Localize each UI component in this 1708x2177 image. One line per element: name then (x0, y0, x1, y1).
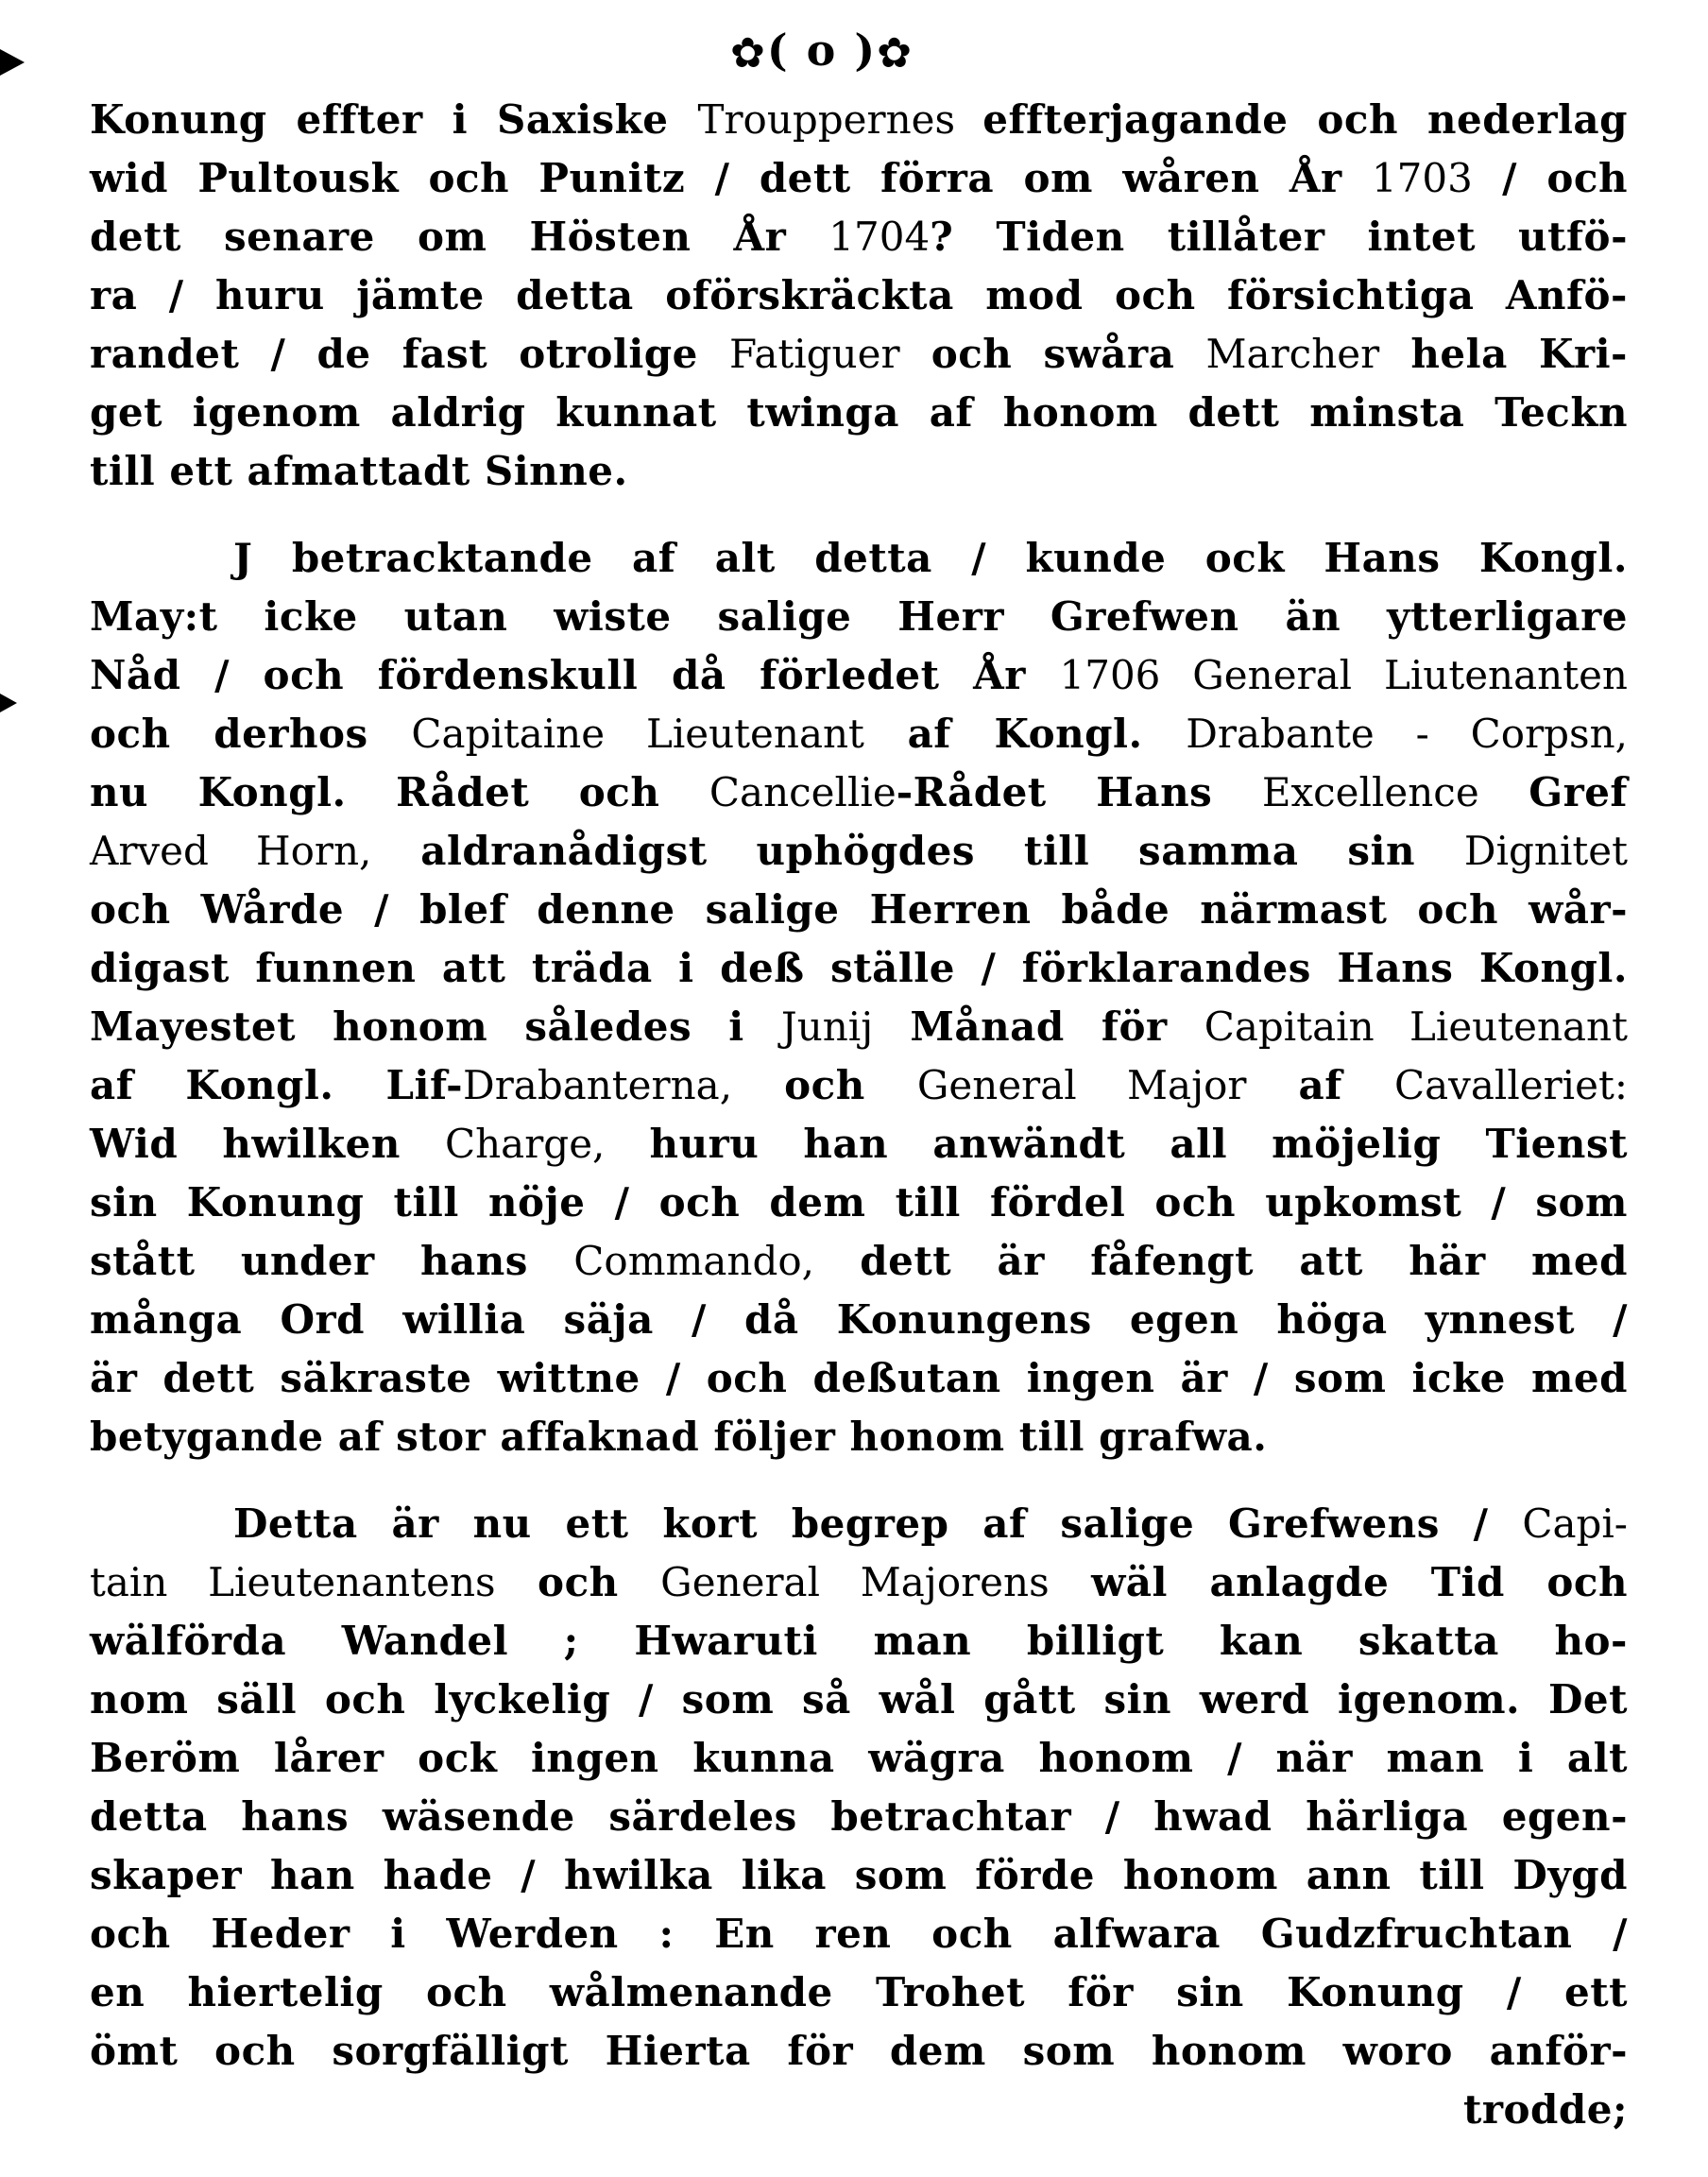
text-line (90, 1846, 1628, 1905)
antiqua-text: Capi- (1522, 1500, 1628, 1547)
fraktur-text: Månad för (873, 1003, 1204, 1050)
antiqua-text: Marcher (1205, 331, 1380, 377)
header-folio-mark: ( o ) (766, 25, 878, 76)
fraktur-text: detta hans wäsende särdeles betrachtar / hwad härliga egen- (90, 1793, 1628, 1840)
page-header-ornament (0, 25, 1644, 77)
fraktur-text: nu Kongl. Rådet och (90, 769, 709, 815)
fraktur-text: wäl anlagde Tid och (1049, 1559, 1628, 1605)
fraktur-text: skaper han hade / hwilka lika som förde honom ann till Dygd (90, 1852, 1628, 1898)
antiqua-text: tain Lieutenantens (90, 1559, 496, 1605)
antiqua-text: Arved Horn, (90, 828, 372, 874)
text-line (90, 939, 1628, 998)
fraktur-text: Gref (1478, 769, 1628, 815)
text-line (90, 763, 1628, 822)
text-line (90, 325, 1628, 384)
fraktur-text: ra / huru jämte detta oförskräckta mod och försichtiga Anfö- (90, 272, 1628, 318)
text-line (90, 91, 1628, 149)
fraktur-text: dett är fåfengt att här med (813, 1238, 1628, 1284)
fraktur-text: många Ord willia säja / då Konungens egen höga ynnest / (90, 1296, 1628, 1343)
fraktur-text: May:t icke utan wiste salige Herr Grefwen än ytterligare (90, 593, 1628, 640)
text-line (90, 1291, 1628, 1349)
antiqua-text: Drabanterna, (463, 1062, 733, 1108)
fraktur-text: / och (1472, 155, 1628, 201)
text-line (90, 881, 1628, 939)
fraktur-text: stått under hans (90, 1238, 574, 1284)
text-block (90, 91, 1628, 2139)
fraktur-text: Mayestet honom således i (90, 1003, 781, 1050)
antiqua-text: Drabante - Corpsn, (1186, 711, 1628, 757)
florette-icon: ✿ (877, 29, 914, 77)
text-line (90, 1553, 1628, 1612)
text-line (90, 149, 1628, 208)
text-line (90, 1408, 1628, 1466)
antiqua-text: Commando, (573, 1238, 814, 1284)
text-line (90, 1056, 1628, 1115)
text-line (90, 1495, 1628, 1553)
text-line (90, 646, 1628, 705)
text-line (90, 529, 1628, 588)
antiqua-text: Excellence (1261, 769, 1479, 815)
fraktur-text: nom säll och lyckelig / som så wål gått sin werd igenom. Det (90, 1676, 1628, 1723)
paragraph (90, 529, 1628, 1466)
fraktur-text: get igenom aldrig kunnat twinga af honom dett minsta Teckn (90, 389, 1628, 436)
fraktur-text: huru han anwändt all möjelig Tienst (605, 1121, 1628, 1167)
fraktur-text: -Rådet Hans (896, 769, 1262, 815)
fraktur-text: Detta är nu ett kort begrep af salige Grefwens / (233, 1500, 1523, 1547)
fraktur-text: digast funnen att träda i deß ställe / förklarandes Hans Kongl. (90, 945, 1628, 991)
text-line (90, 1963, 1628, 2022)
fraktur-text: och derhos (90, 711, 412, 757)
text-line (90, 2022, 1628, 2081)
text-line (90, 1905, 1628, 1963)
text-line (90, 822, 1628, 881)
fraktur-text: af Kongl. (863, 711, 1187, 757)
antiqua-text: 1703 (1371, 155, 1473, 201)
antiqua-text: Cavalleriet: (1393, 1062, 1628, 1108)
fraktur-text: betygande af stor affaknad följer honom till grafwa. (90, 1414, 1268, 1460)
text-line (90, 1115, 1628, 1174)
text-line (90, 1729, 1628, 1788)
fraktur-text: randet / de fast otrolige (90, 331, 730, 377)
antiqua-text: Dignitet (1463, 828, 1628, 874)
paragraph (90, 91, 1628, 501)
text-line (90, 1671, 1628, 1729)
text-line (90, 1349, 1628, 1408)
text-line (90, 705, 1628, 763)
antiqua-text: General Major (916, 1062, 1247, 1108)
fraktur-text: Nåd / och fördenskull då förledet År (90, 652, 1060, 698)
text-line (90, 384, 1628, 442)
antiqua-text: 1704 (828, 214, 931, 260)
fraktur-text: af (1246, 1062, 1394, 1108)
antiqua-text: 1706 General Liutenanten (1059, 652, 1628, 698)
ink-blot-mark (0, 694, 17, 712)
antiqua-text: General Majorens (660, 1559, 1050, 1605)
florette-icon: ✿ (730, 29, 767, 77)
fraktur-text: Konung effter i Saxiske (90, 96, 698, 143)
fraktur-text: en hiertelig och wålmenande Trohet för sin Konung / ett (90, 1969, 1628, 2015)
antiqua-text: Capitain Lieutenant (1204, 1003, 1628, 1050)
paragraph (90, 1495, 1628, 2139)
fraktur-text: wid Pultousk och Punitz / dett förra om wåren År (90, 155, 1372, 201)
fraktur-text: effterjagande och nederlag (982, 96, 1628, 143)
text-line (90, 266, 1628, 325)
fraktur-text: och Heder i Werden : En ren och alfwara Gudzfruchtan / (90, 1911, 1628, 1957)
fraktur-text: af Kongl. Lif- (90, 1062, 464, 1108)
fraktur-text: och (495, 1559, 661, 1605)
fraktur-text: är dett säkraste wittne / och deßutan ingen är / som icke med (90, 1355, 1628, 1401)
antiqua-text: Charge, (445, 1121, 606, 1167)
fraktur-text: wälförda Wandel ; Hwaruti man billigt kan skatta ho- (90, 1618, 1628, 1664)
fraktur-text: ömt och sorgfälligt Hierta för dem som honom woro anför- (90, 2028, 1628, 2074)
text-line (90, 2081, 1628, 2139)
fraktur-text: hela Kri- (1379, 331, 1628, 377)
fraktur-text: till ett afmattadt Sinne. (90, 448, 628, 494)
fraktur-text: dett senare om Hösten År (90, 214, 829, 260)
antiqua-text: Fatiguer (729, 331, 900, 377)
antiqua-text: Junij (780, 1003, 874, 1050)
text-line (90, 1788, 1628, 1846)
text-line (90, 1174, 1628, 1232)
text-line (90, 208, 1628, 266)
fraktur-text: och (732, 1062, 917, 1108)
fraktur-text: ? Tiden tillåter intet utfö- (930, 214, 1629, 260)
antiqua-text: Cancellie (709, 769, 897, 815)
fraktur-text: Beröm lårer ock ingen kunna wägra honom / när man i alt (90, 1735, 1628, 1781)
antiqua-text: Capitaine Lieutenant (411, 711, 864, 757)
text-line (90, 588, 1628, 646)
fraktur-text: Wid hwilken (90, 1121, 445, 1167)
text-line (90, 998, 1628, 1056)
fraktur-text: och Wårde / blef denne salige Herren både närmast och wår- (90, 886, 1628, 933)
text-line (90, 442, 1628, 501)
fraktur-text: trodde; (1462, 2086, 1628, 2133)
text-line (90, 1232, 1628, 1291)
fraktur-text: J betracktande af alt detta / kunde ock Hans Kongl. (233, 535, 1628, 581)
fraktur-text: och swåra (899, 331, 1206, 377)
fraktur-text: aldranådigst uphögdes till samma sin (371, 828, 1464, 874)
text-line (90, 1612, 1628, 1671)
antiqua-text: Trouppernes (697, 96, 983, 143)
fraktur-text: sin Konung till nöje / och dem till fördel och upkomst / som (90, 1179, 1628, 1226)
